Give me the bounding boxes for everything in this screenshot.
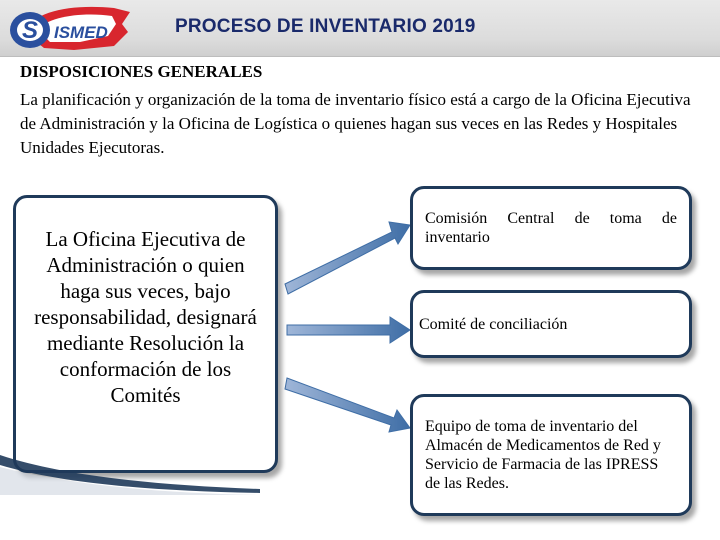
header-bar: [0, 0, 720, 57]
section-heading: DISPOSICIONES GENERALES: [20, 62, 263, 81]
arrow-to-equipo: [285, 378, 410, 432]
logo: [4, 2, 134, 54]
svg-text:S: S: [22, 17, 39, 44]
decorative-swoosh: [0, 455, 260, 495]
source-box: La Oficina Ejecutiva de Administración o quien haga sus veces, bajo responsabilidad, designará mediante Resolución la conformación de los Comités: [13, 195, 278, 473]
target-box-comite: Comité de conciliación: [410, 290, 692, 358]
arrow-to-comision: [285, 222, 410, 294]
intro-paragraph: La planificación y organización de la toma de inventario físico está a cargo de la Oficina Ejecutiva de Administración y la Oficina de Logística o quienes hagan sus veces en las Redes y Hospitales Unidades Ejecutoras.: [20, 90, 691, 157]
target-box-comision: Comisión Central de toma de inventario: [410, 186, 692, 270]
target-box-equipo: Equipo de toma de inventario del Almacén de Medicamentos de Red y Servicio de Farmacia de las IPRESS de las Redes.: [410, 394, 692, 516]
logo-text: ISMED: [54, 23, 108, 42]
arrow-to-comite: [287, 317, 410, 343]
page-title: PROCESO DE INVENTARIO 2019: [175, 16, 476, 37]
